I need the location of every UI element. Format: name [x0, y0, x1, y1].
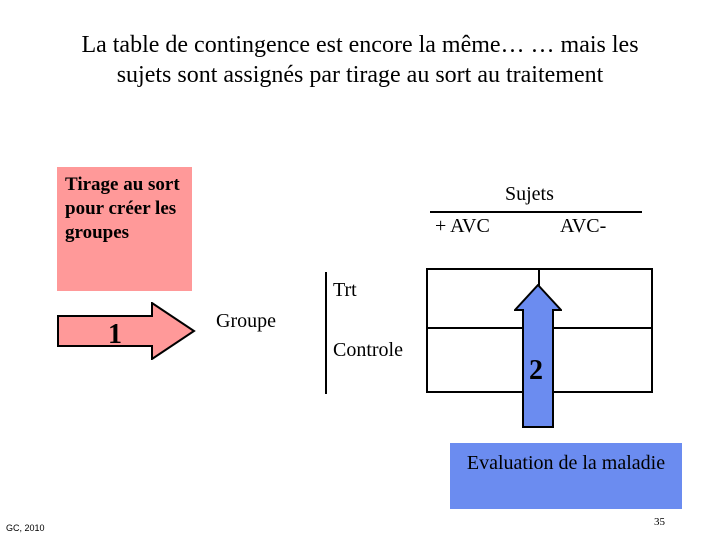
- evaluation-box: Evaluation de la maladie: [450, 443, 682, 509]
- page-number: 35: [654, 516, 665, 528]
- step-1-label: 1: [108, 319, 122, 350]
- sujets-axis-line: [430, 211, 642, 213]
- step-2-label: 2: [529, 355, 543, 386]
- column-header-plus-avc: + AVC: [435, 215, 490, 237]
- arrow-up-icon: [514, 284, 562, 428]
- arrow-right-icon: [57, 302, 197, 360]
- sujets-label: Sujets: [505, 183, 554, 205]
- footer-credit: GC, 2010: [6, 523, 45, 533]
- row-label-controle: Controle: [333, 339, 403, 361]
- groupe-label: Groupe: [216, 310, 276, 332]
- row-label-trt: Trt: [333, 279, 357, 301]
- groupe-axis-line: [325, 272, 327, 394]
- slide-title: La table de contingence est encore la même… … mais les sujets sont assignés par tirage au sort au traitement: [81, 32, 639, 88]
- column-header-avc-minus: AVC-: [560, 215, 607, 237]
- tirage-box: Tirage au sort pour créer les groupes: [57, 167, 192, 291]
